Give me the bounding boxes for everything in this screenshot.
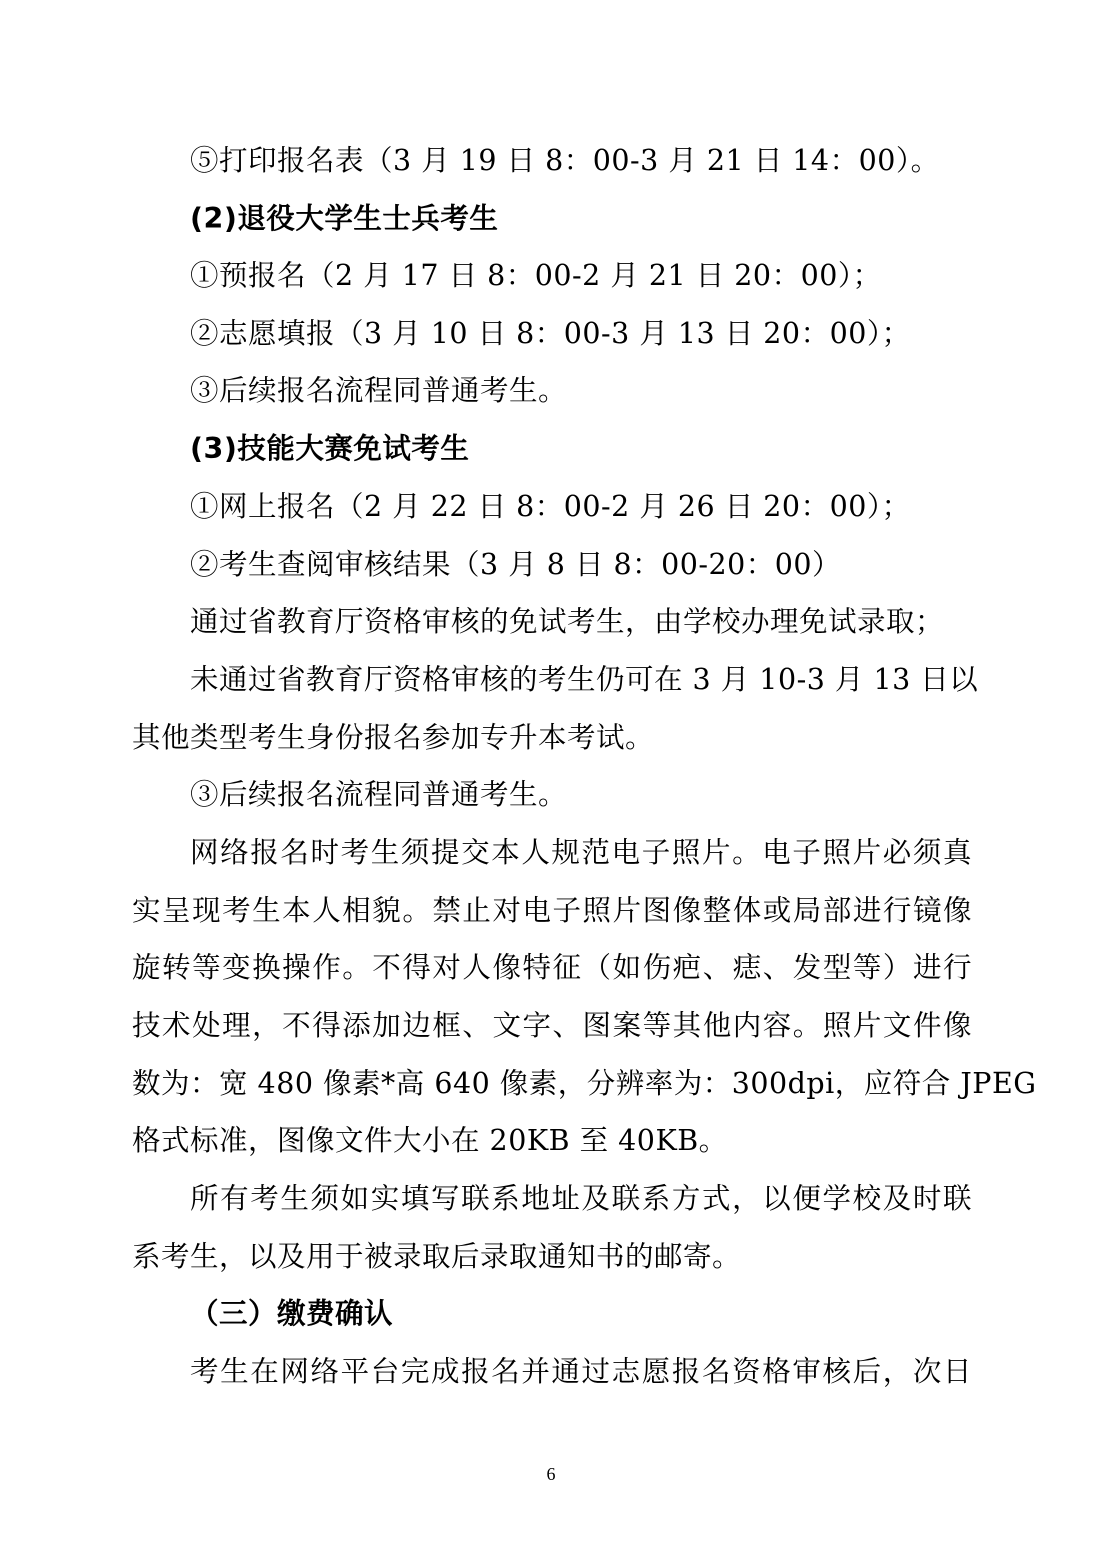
section-heading-skills-competition: (3)技能大赛免试考生: [190, 432, 470, 465]
section-heading-veterans: (2)退役大学生士兵考生: [190, 202, 499, 235]
step-pre-registration: ①预报名（2 月 17 日 8：00-2 月 21 日 20：00）；: [190, 259, 882, 292]
step-online-registration: ①网上报名（2 月 22 日 8：00-2 月 26 日 20：00）；: [190, 490, 911, 523]
step-check-review-result: ②考生查阅审核结果（3 月 8 日 8：00-20：00）: [190, 548, 842, 581]
step-follow-up: ③后续报名流程同普通考生。: [190, 374, 568, 407]
paragraph-photo-line6: 格式标准，图像文件大小在 20KB 至 40KB。: [132, 1124, 728, 1157]
section-heading-payment: （三）缴费确认: [190, 1297, 394, 1330]
paragraph-exempt-admission: 通过省教育厅资格审核的免试考生，由学校办理免试录取；: [190, 605, 945, 638]
step-print-form: ⑤打印报名表（3 月 19 日 8：00-3 月 21 日 14：00）。: [190, 144, 940, 177]
page-number: 6: [546, 1464, 556, 1484]
paragraph-photo-line4: 技术处理，不得添加边框、文字、图案等其他内容。照片文件像: [132, 1009, 972, 1042]
paragraph-contact-line2: 系考生，以及用于被录取后录取通知书的邮寄。: [132, 1240, 742, 1273]
paragraph-photo-line3: 旋转等变换操作。不得对人像特征（如伤疤、痣、发型等）进行: [132, 951, 972, 984]
paragraph-photo-line5: 数为：宽 480 像素*高 640 像素，分辨率为：300dpi，应符合 JPEG: [132, 1067, 1037, 1100]
paragraph-photo-line2: 实呈现考生本人相貌。禁止对电子照片图像整体或局部进行镜像: [132, 894, 972, 927]
paragraph-contact-line1: 所有考生须如实填写联系地址及联系方式，以便学校及时联: [190, 1182, 972, 1215]
step-follow-up-2: ③后续报名流程同普通考生。: [190, 778, 568, 811]
step-preference-filling: ②志愿填报（3 月 10 日 8：00-3 月 13 日 20：00）；: [190, 317, 911, 350]
paragraph-not-approved-line2: 其他类型考生身份报名参加专升本考试。: [132, 721, 655, 754]
paragraph-payment-line1: 考生在网络平台完成报名并通过志愿报名资格审核后，次日: [190, 1355, 972, 1388]
paragraph-not-approved-line1: 未通过省教育厅资格审核的考生仍可在 3 月 10-3 月 13 日以: [190, 663, 979, 696]
paragraph-photo-line1: 网络报名时考生须提交本人规范电子照片。电子照片必须真: [190, 836, 972, 869]
